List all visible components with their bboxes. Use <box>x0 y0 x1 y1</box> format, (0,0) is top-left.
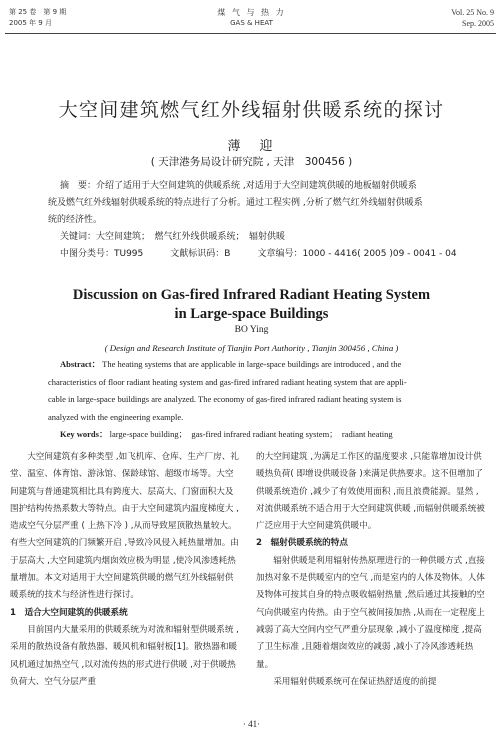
page-number: · 41· <box>242 719 261 729</box>
journal-name-cn: 煤 气 与 热 力 <box>217 8 286 17</box>
affiliation-en: ( Design and Research Institute of Tianjin Port Authority , Tianjin 300456 , China ) <box>104 343 399 353</box>
section-heading-1: 1 适合大空间建筑的供暖系统 <box>10 607 128 618</box>
abstract-en-line: cable in large-space buildings are analyzed. The economy of gas-fired infrared radiant heating system is <box>48 394 402 404</box>
keywords-en: large-space building； gas-fired infrared radiant heating system； radiant heating <box>109 429 393 439</box>
body-paragraph: 目前国内大量采用的供暖系统为对流和辐射型供暖系统 ,采用的散热设备有散热器、暖风机和辐射板[1]。散热器和暖风机通过加热空气 ,以对流传热的形式进行供暖 ,对于供暖热负荷大、空气分层严重 <box>10 624 239 687</box>
body-paragraph: 辐射供暖是利用辐射传热原理进行的一种供暖方式 ,直接加热对象不是供暖室内的空气 ,而是室内的人体及物体。人体及物体可按其自身的特点吸收辐射热量 ,然后通过其接触的空气向供暖室内传热。由于空气被间接加热 ,从而在一定程度上减弱了高大空间内空气严重分层现象 ,减小了温度梯度 ,提高了卫生标准 ,且随着烟囱效应的减弱 ,减小了冷风渗透耗热量。 <box>256 555 485 670</box>
journal-date: 2005 年 9 月 <box>9 19 52 27</box>
journal-date-en: Sep. 2005 <box>462 19 494 28</box>
abstract-cn-label: 摘 要： <box>60 181 97 191</box>
header-rule <box>5 33 496 34</box>
affiliation-cn: ( 天津港务局设计研究院 , 天津 300456 ) <box>150 156 353 168</box>
abstract-en-label: Abstract： <box>60 359 101 369</box>
title-en-line1: Discussion on Gas-fired Infrared Radiant Heating System <box>72 287 431 303</box>
keywords-cn-label: 关键词： <box>60 232 97 242</box>
title-cn: 大空间建筑燃气红外线辐射供暖系统的探讨 <box>58 99 445 121</box>
abstract-cn-line: 统的经济性。 <box>48 215 103 225</box>
author-cn: 薄 迎 <box>227 139 276 154</box>
body-column-left <box>10 449 241 691</box>
journal-volume-en: Vol. 25 No. 9 <box>451 8 494 17</box>
keywords-en-label: Key words： <box>60 429 108 439</box>
body-paragraph: 采用辐射供暖系统可在保证热舒适度的前提 <box>273 676 437 687</box>
abstract-en <box>48 356 468 444</box>
section-heading-2: 2 辐射供暖系统的特点 <box>256 538 348 549</box>
journal-volume: 第 25 卷 第 9 期 <box>9 8 67 16</box>
abstract-en-line: characteristics of floor radiant heating system and gas-fired infrared radiant heating system that are appli- <box>48 376 407 387</box>
body-column-right <box>256 449 487 691</box>
abstract-cn-line: 介绍了适用于大空间建筑的供暖系统 ,对适用于大空间建筑供暖的地板辐射供暖系 <box>96 181 417 191</box>
keywords-cn: 大空间建筑； 燃气红外线供暖系统； 辐射供暖 <box>96 232 286 242</box>
classification-line: 中图分类号：TU995 文献标识码：B 文章编号：1000 - 4416( 2005 )09 - 0041 - 04 <box>60 249 457 259</box>
abstract-cn <box>48 178 468 263</box>
abstract-cn-line: 统及燃气红外线辐射供暖系统的特点进行了分析。通过工程实例 ,分析了燃气红外线辐射供暖系 <box>48 198 423 208</box>
journal-name-en: GAS & HEAT <box>230 19 273 27</box>
body-paragraph-continued: 的大空间建筑 ,为满足工作区的温度要求 ,只能靠增加设计供暖热负荷( 即增设供暖设备 )来满足供热要求。这不但增加了供暖系统造价 ,减少了有效使用面积 ,而且浪费能源。显然 ,对流供暖系统不适合用于大空间建筑供暖 ,而辐射供暖系统被广泛应用于大空间建筑供暖中。 <box>256 452 485 532</box>
author-en: BO Ying <box>234 325 269 335</box>
abstract-en-line: analyzed with the engineering example. <box>48 411 184 422</box>
title-en-line2: in Large-space Buildings <box>174 306 329 322</box>
body-paragraph: 大空间建筑有多种类型 ,如飞机库、仓库、生产厂房、礼堂、温室、体育馆、游泳馆、保龄球馆、超级市场等。大空间建筑与普通建筑相比具有跨度大、层高大、门窗面积大及围护结构传热系数大等特点。由于大空间建筑内温度梯度大 ,造成空气分层严重 ( 上热下冷 ) ,从而导致屋顶散热量较大。有些大空间建筑的门频繁开启 ,导致冷风侵入耗热量增加。由于层高大 ,大空间建筑内烟囱效应极为明显 ,使冷风渗透耗热量增加。本文对适用于大空间建筑供暖的燃气红外线辐射供暖系统的技术与经济性进行探讨。 <box>10 452 239 601</box>
abstract-en-line: The heating systems that are applicable in large-space buildings are introduced , and the <box>102 359 402 369</box>
